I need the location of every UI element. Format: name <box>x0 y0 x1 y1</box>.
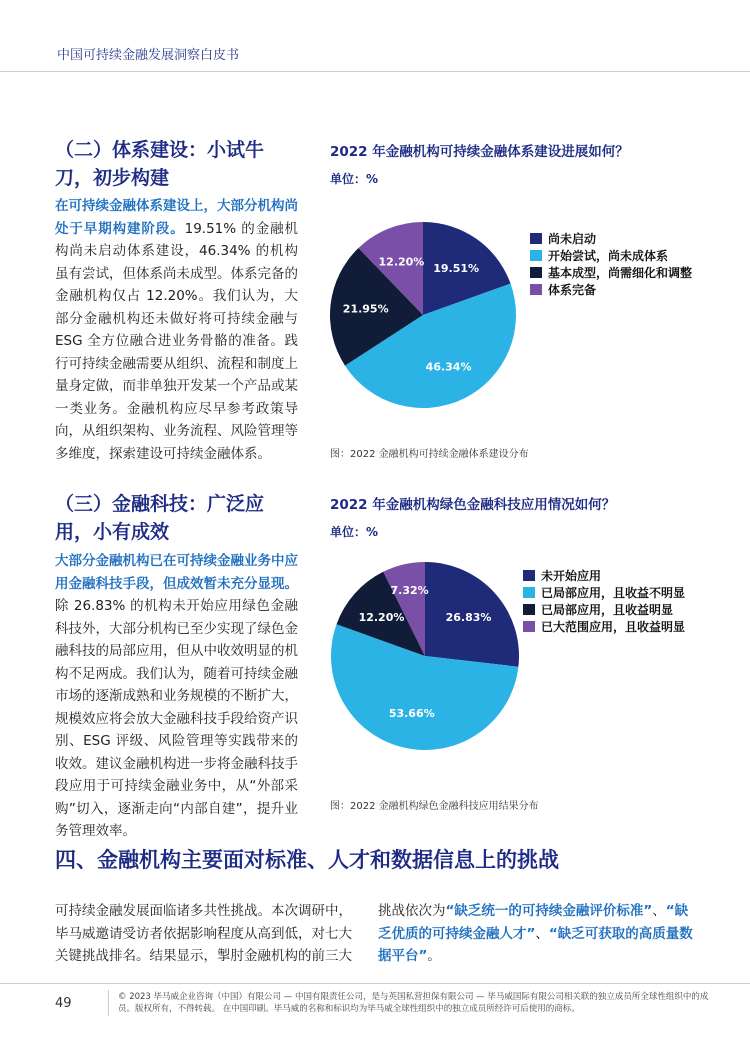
section-heading-challenges: 四、金融机构主要面对标准、人才和数据信息上的挑战 <box>55 848 559 872</box>
legend-item <box>523 601 685 617</box>
pie-data-label: 26.83% <box>445 611 492 625</box>
lead-highlight: 大部分金融机构已在可持续金融业务中应用金融科技手段，但成效暂未充分显现。 <box>55 553 298 592</box>
legend-label: 基本成型，尚需细化和调整 <box>548 265 693 280</box>
legend-swatch <box>530 233 542 244</box>
legend-item <box>530 230 692 246</box>
challenge-2: “缺乏优质的可持续金融人才” <box>378 903 689 942</box>
challenge-1: “缺乏统一的可持续金融评价标准” <box>445 903 653 919</box>
legend-label: 已大范围应用，且收益明显 <box>541 619 686 634</box>
challenges-text-right <box>378 900 698 968</box>
lead-highlight: 在可持续金融体系建设上，大部分机构尚处于早期构建阶段。 <box>55 198 298 237</box>
challenge-3: “缺乏可获取的高质量数据平台” <box>378 925 693 964</box>
legend-label: 未开始应用 <box>541 568 602 583</box>
pie-data-label: 46.34% <box>425 360 472 374</box>
text: 挑战依次为 <box>378 903 446 919</box>
legend-swatch <box>523 621 535 632</box>
chart-title: 2022 年金融机构可持续金融体系建设进展如何？ <box>330 144 629 160</box>
pie-data-label: 21.95% <box>342 302 389 316</box>
body-text: 19.51% 的金融机构尚未启动体系建设，46.34% 的机构虽有尝试，但体系尚未成型。体系完备的金融机构仅占 12.20%。我们认为，大部分金融机构还未做好将可持续金融与 ESG 全方位融合进业务骨骼的准备。践行可持续金融需要从组织、流程和制度上量身定做，而非单独开发某一个产品或某一类业务。金融机构应尽早参考政策导向，从组织架构、业务流程、风险管理等多维度，探索建设可持续金融体系。 <box>55 220 298 462</box>
chart-title: 2022 年金融机构绿色金融科技应用情况如何？ <box>330 497 616 513</box>
legend-swatch <box>530 250 542 261</box>
chart-legend <box>530 230 692 298</box>
pie-data-label: 12.20% <box>358 611 405 625</box>
legend-swatch <box>530 284 542 295</box>
challenges-text-left: 可持续金融发展面临诸多共性挑战。本次调研中，毕马威邀请受访者依据影响程度从高到低，对七大关键挑战排名。结果显示，掣肘金融机构的前三大 <box>55 903 352 964</box>
header-title: 中国可持续金融发展洞察白皮书 <box>57 48 240 63</box>
legend-label: 体系完备 <box>548 282 597 297</box>
chart-unit: 单位：% <box>330 172 379 186</box>
legend-swatch <box>523 604 535 615</box>
legend-item <box>530 281 692 297</box>
footer-copyright: © 2023 毕马威企业咨询（中国）有限公司 — 中国有限责任公司，是与英国私营担保有限公司 — 毕马威国际有限公司相关联的独立成员所全球性组织中的成员。版权所有，不得转载。 在中国印刷。毕马威的名称和标识均为毕马威全球性组织中的独立成员所经许可后使用的商标。 <box>118 992 709 1014</box>
legend-item <box>530 247 692 263</box>
legend-label: 已局部应用，且收益不明显 <box>541 585 686 600</box>
text: 。 <box>427 948 441 964</box>
section-body-system <box>55 195 298 465</box>
section-title-system: （二）体系建设：小试牛刀，初步构建 <box>55 139 265 189</box>
pie-data-label: 19.51% <box>433 261 480 275</box>
footer-divider-line <box>0 983 750 984</box>
pie-data-label: 53.66% <box>388 706 435 720</box>
pie-chart-system <box>330 222 516 408</box>
section-body-fintech <box>55 550 298 843</box>
legend-label: 开始尝试，尚未成体系 <box>548 248 669 263</box>
legend-swatch <box>530 267 542 278</box>
page-number: 49 <box>55 996 72 1011</box>
footer-vertical-divider <box>108 990 109 1016</box>
body-text: 除 26.83% 的机构未开始应用绿色金融科技外，大部分机构已至少实现了绿色金融科技的局部应用，但从中收效明显的机构不足两成。我们认为，随着可持续金融市场的逐渐成熟和业务规模的不断扩大，规模效应将会放大金融科技手段给资产识别、ESG 评级、风险管理等实践带来的收效。建议金融机构进一步将金融科技手段应用于可持续金融业务中，从“外部采购”切入，逐渐走向“内部自建”，提升业务管理效率。 <box>55 598 298 839</box>
chart-legend <box>523 567 685 635</box>
legend-swatch <box>523 587 535 598</box>
chart-caption: 图：2022 金融机构绿色金融科技应用结果分布 <box>330 801 539 812</box>
section-title-fintech: （三）金融科技：广泛应用，小有成效 <box>55 493 265 543</box>
pie-data-label: 12.20% <box>378 255 425 269</box>
pie-data-label: 7.32% <box>390 584 429 598</box>
chart-unit: 单位：% <box>330 525 379 539</box>
legend-item <box>523 567 685 583</box>
chart-caption: 图：2022 金融机构可持续金融体系建设分布 <box>330 449 529 460</box>
legend-item <box>523 584 685 600</box>
separator: 、 <box>652 903 666 919</box>
legend-label: 已局部应用，且收益明显 <box>541 602 674 617</box>
page-header <box>0 0 750 72</box>
legend-label: 尚未启动 <box>548 231 597 246</box>
separator: 、 <box>535 925 549 942</box>
legend-item <box>530 264 692 280</box>
legend-swatch <box>523 570 535 581</box>
legend-item <box>523 618 685 634</box>
pie-chart-fintech <box>331 562 519 750</box>
